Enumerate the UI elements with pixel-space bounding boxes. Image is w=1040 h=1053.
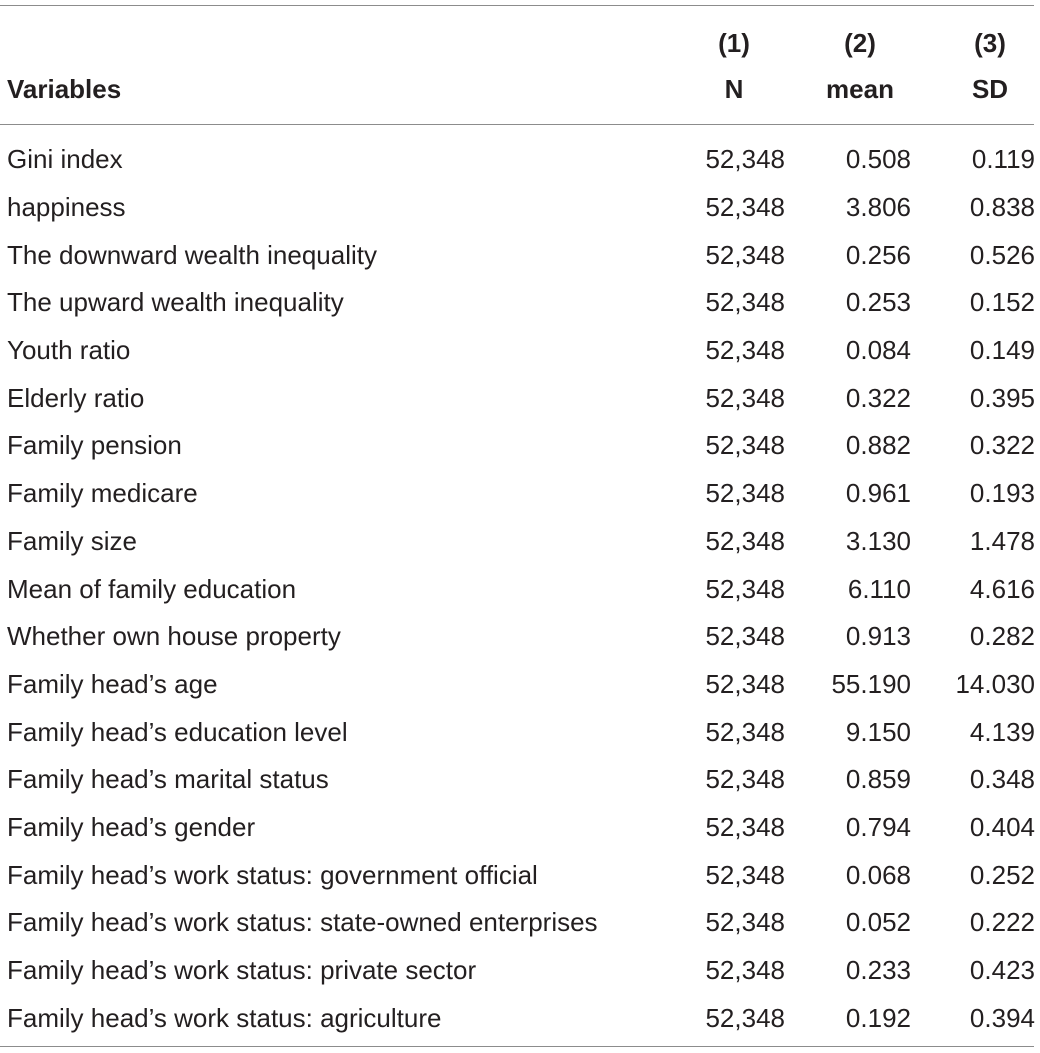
cell-sd: 0.322 (969, 430, 1035, 461)
header-col3-label: SD (971, 74, 1009, 104)
cell-sd: 0.193 (969, 478, 1035, 509)
cell-variable: Family head’s education level (7, 716, 348, 747)
header-col1-label: N (724, 74, 744, 104)
cell-n: 52,348 (705, 192, 785, 223)
cell-variable: Family size (7, 525, 138, 556)
table-row (0, 994, 1035, 1042)
table-row (0, 947, 1035, 995)
cell-variable: Family head’s gender (7, 811, 256, 842)
cell-sd: 0.395 (969, 382, 1035, 413)
header-col1-number: (1) (718, 28, 750, 58)
cell-mean: 0.882 (845, 430, 911, 461)
table-row (0, 708, 1035, 756)
cell-mean: 0.068 (845, 859, 911, 890)
cell-mean: 0.913 (845, 621, 911, 652)
cell-variable: Family head’s age (7, 668, 218, 699)
header-col2-number: (2) (844, 28, 876, 58)
table-row (0, 231, 1035, 279)
cell-variable: Youth ratio (7, 335, 131, 366)
cell-sd: 0.282 (969, 621, 1035, 652)
header-variables: Variables (7, 74, 122, 104)
cell-n: 52,348 (705, 239, 785, 270)
cell-n: 52,348 (705, 335, 785, 366)
cell-variable: Elderly ratio (7, 382, 145, 413)
cell-n: 52,348 (705, 955, 785, 986)
cell-sd: 0.838 (969, 192, 1035, 223)
cell-mean: 0.322 (845, 382, 911, 413)
table-row (0, 613, 1035, 661)
cell-mean: 0.859 (845, 764, 911, 795)
cell-n: 52,348 (705, 716, 785, 747)
cell-n: 52,348 (705, 382, 785, 413)
cell-mean: 0.233 (845, 955, 911, 986)
cell-variable: Family pension (7, 430, 182, 461)
cell-sd: 14.030 (955, 668, 1035, 699)
cell-sd: 0.152 (969, 287, 1035, 318)
cell-mean: 55.190 (831, 668, 911, 699)
table-row (0, 565, 1035, 613)
cell-mean: 0.794 (845, 811, 911, 842)
cell-n: 52,348 (705, 811, 785, 842)
cell-variable: Family head’s work status: agriculture (7, 1002, 442, 1033)
cell-n: 52,348 (705, 859, 785, 890)
cell-mean: 0.253 (845, 287, 911, 318)
cell-sd: 4.139 (969, 716, 1035, 747)
cell-mean: 0.508 (845, 144, 911, 175)
cell-sd: 0.404 (969, 811, 1035, 842)
summary-statistics-table (0, 136, 1035, 1042)
cell-mean: 0.961 (845, 478, 911, 509)
table-row (0, 279, 1035, 327)
cell-n: 52,348 (705, 478, 785, 509)
cell-mean: 6.110 (847, 573, 911, 604)
cell-variable: Mean of family education (7, 573, 297, 604)
table-row (0, 184, 1035, 232)
cell-sd: 0.119 (971, 144, 1035, 175)
cell-variable: Gini index (7, 144, 123, 175)
cell-sd: 0.423 (969, 955, 1035, 986)
cell-mean: 3.806 (845, 192, 911, 223)
table-row (0, 374, 1035, 422)
cell-sd: 4.616 (969, 573, 1035, 604)
cell-sd: 0.222 (969, 907, 1035, 938)
cell-sd: 0.394 (969, 1002, 1035, 1033)
cell-sd: 1.478 (969, 525, 1035, 556)
cell-variable: Whether own house property (7, 621, 341, 652)
cell-variable: The upward wealth inequality (7, 287, 344, 318)
table-row (0, 422, 1035, 470)
cell-variable: Family head’s work status: state-owned enterprises (7, 907, 598, 938)
table-row (0, 661, 1035, 709)
header-col2-label: mean (826, 74, 894, 104)
cell-n: 52,348 (705, 525, 785, 556)
table-row (0, 136, 1035, 184)
cell-n: 52,348 (705, 287, 785, 318)
cell-mean: 3.130 (845, 525, 911, 556)
cell-variable: Family head’s work status: government official (7, 859, 538, 890)
table-row (0, 518, 1035, 566)
cell-variable: Family head’s marital status (7, 764, 329, 795)
cell-mean: 9.150 (845, 716, 911, 747)
cell-mean: 0.084 (845, 335, 911, 366)
cell-mean: 0.256 (845, 239, 911, 270)
cell-sd: 0.526 (969, 239, 1035, 270)
cell-n: 52,348 (705, 621, 785, 652)
cell-mean: 0.192 (845, 1002, 911, 1033)
cell-n: 52,348 (705, 430, 785, 461)
cell-variable: The downward wealth inequality (7, 239, 377, 270)
table-row (0, 470, 1035, 518)
table-top-rule (0, 5, 1034, 6)
cell-variable: Family head’s work status: private sector (7, 955, 477, 986)
cell-n: 52,348 (705, 573, 785, 604)
header-col3-number: (3) (974, 28, 1006, 58)
cell-sd: 0.149 (969, 335, 1035, 366)
table-row (0, 851, 1035, 899)
cell-sd: 0.252 (969, 859, 1035, 890)
table-row (0, 804, 1035, 852)
cell-variable: Family medicare (7, 478, 198, 509)
cell-n: 52,348 (705, 668, 785, 699)
cell-n: 52,348 (705, 907, 785, 938)
cell-sd: 0.348 (969, 764, 1035, 795)
cell-mean: 0.052 (845, 907, 911, 938)
cell-n: 52,348 (705, 1002, 785, 1033)
header-bottom-rule (0, 124, 1034, 125)
cell-n: 52,348 (705, 144, 785, 175)
table-row (0, 756, 1035, 804)
table-row (0, 899, 1035, 947)
cell-variable: happiness (7, 192, 126, 223)
table-bottom-rule (0, 1046, 1034, 1047)
table-row (0, 327, 1035, 375)
cell-n: 52,348 (705, 764, 785, 795)
